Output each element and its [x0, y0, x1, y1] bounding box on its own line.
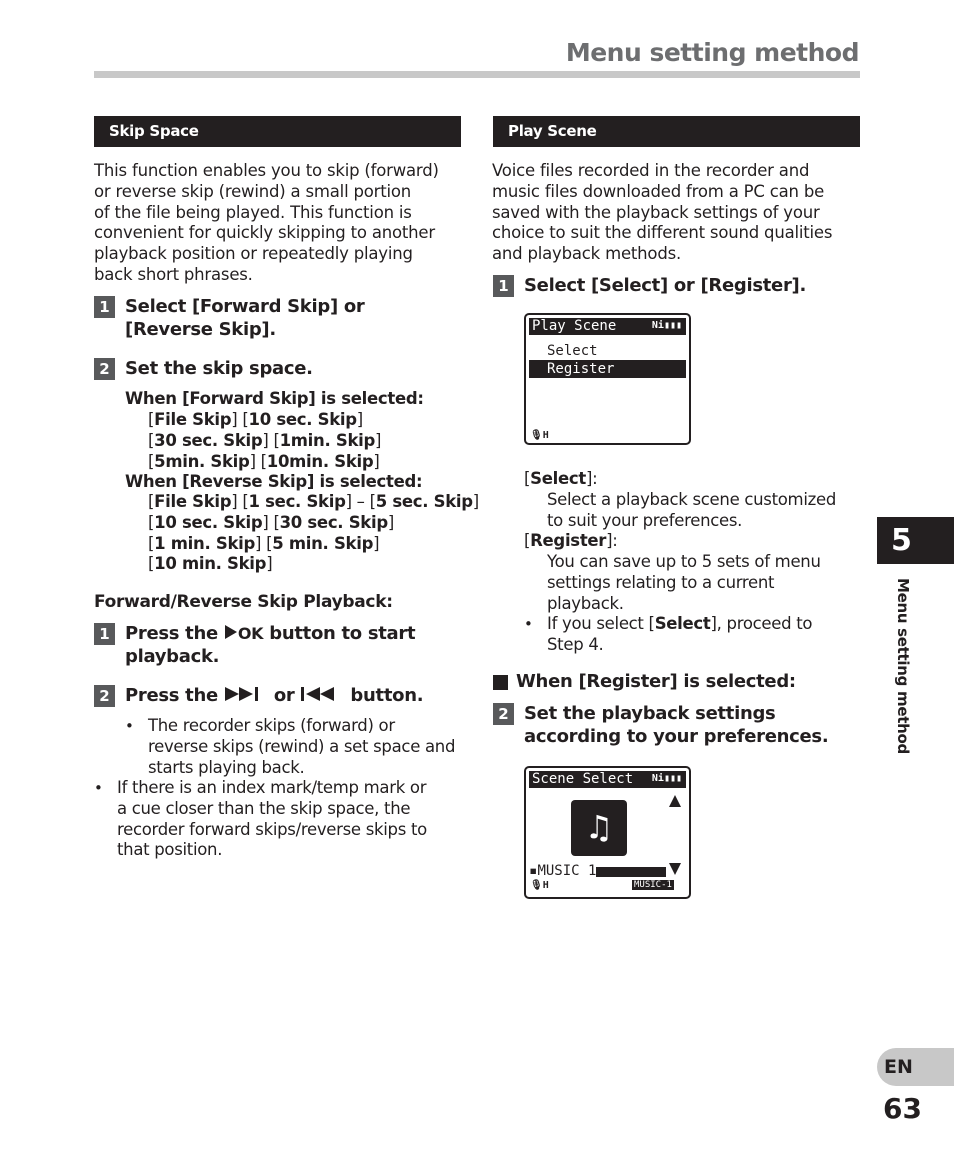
battery-icon: Ni▮▮▮: [651, 320, 682, 331]
scene-name-indicator: MUSIC-1: [634, 880, 672, 890]
bullet-dot: •: [125, 717, 134, 735]
step-number: 1: [94, 296, 115, 318]
battery-icon: Ni▮▮▮: [651, 773, 682, 784]
skip-step2-text: Set the skip space.: [125, 358, 313, 379]
playback-step1-text: Press the OK button to start playback.: [125, 623, 416, 667]
skip-step1-text: Select [Forward Skip] or [Reverse Skip].: [125, 296, 365, 340]
selection-bar: [596, 867, 666, 877]
step-number: 2: [94, 685, 115, 707]
play-scene-step2-text: Set the playback settings according to your preferences.: [524, 703, 829, 747]
scene-item: ▪MUSIC 1: [529, 863, 597, 879]
step-number: 1: [493, 275, 514, 297]
skip-playback-heading: Forward/Reverse Skip Playback:: [94, 592, 393, 612]
language-tab: EN: [877, 1048, 954, 1086]
menu-item-select: Select: [547, 343, 598, 359]
select-label: [Select]:: [524, 469, 598, 488]
intro-line: This function enables you to skip (forward): [94, 161, 439, 180]
play-scene-intro: Voice files recorded in the recorder and music files downloaded from a PC can be saved with the playback settings of your choice to suit the different sound qualities and playback methods.: [492, 161, 833, 264]
bullet-item: • If there is an index mark/temp mark or a cue closer than the skip space, the recorder forward skips/reverse skips to that position.: [94, 778, 427, 860]
square-marker-icon: [493, 675, 508, 690]
lcd-play-scene: [524, 313, 691, 445]
reverse-skip-heading: When [Reverse Skip] is selected:: [125, 472, 423, 491]
bullet-dot: •: [94, 779, 103, 797]
page-title: Menu setting method: [565, 38, 859, 67]
music-note-icon: ♫: [571, 800, 627, 856]
skip-space-intro: [94, 161, 439, 286]
step-number: 1: [94, 623, 115, 645]
intro-line: of the file being played. This function is: [94, 202, 412, 222]
page-number: 63: [883, 1092, 922, 1125]
when-register-heading: When [Register] is selected:: [516, 671, 796, 692]
skip-back-icon: [300, 686, 344, 702]
mic-sensitivity: 🎙H: [530, 430, 549, 441]
chapter-label: Menu setting method: [894, 578, 912, 754]
register-label: [Register]:: [524, 531, 618, 550]
title-rule: [94, 71, 860, 78]
mic-sensitivity: 🎙H: [530, 880, 549, 891]
step-number: 2: [493, 703, 514, 725]
bullet-item: • If you select [Select], proceed to Step 4.: [524, 614, 813, 654]
mic-icon: 🎙: [530, 880, 543, 891]
scroll-up-icon: [668, 794, 682, 808]
play-icon: [224, 624, 238, 640]
play-scene-step1-text: Select [Select] or [Register].: [524, 275, 806, 296]
bullet-item: • The recorder skips (forward) or reverse skips (rewind) a set space and starts playing back.: [125, 716, 456, 777]
scroll-down-icon: [668, 862, 682, 876]
lcd-title: Scene Select: [529, 771, 686, 788]
intro-line: back short phrases.: [94, 264, 253, 284]
forward-skip-heading: When [Forward Skip] is selected:: [125, 389, 424, 408]
lcd-scene-select: [524, 766, 691, 899]
select-desc: Select a playback scene customized to suit your preferences.: [547, 490, 836, 530]
register-desc: You can save up to 5 sets of menu settings relating to a current playback.: [547, 552, 821, 613]
playback-step2-text: Press the or button.: [125, 685, 424, 706]
lcd-title: Play Scene: [529, 318, 686, 335]
forward-skip-options: [File Skip] [10 sec. Skip] [30 sec. Skip] [1min. Skip] [5min. Skip] [10min. Skip]: [148, 410, 382, 471]
menu-item-register: Register: [529, 360, 686, 378]
intro-line: or reverse skip (rewind) a small portion: [94, 181, 412, 201]
step-number: 2: [94, 358, 115, 380]
intro-line: convenient for quickly skipping to another: [94, 223, 435, 243]
reverse-skip-options: [File Skip] [1 sec. Skip] – [5 sec. Skip] [10 sec. Skip] [30 sec. Skip] [1 min. Skip] [5 min. Skip] [10 min. Skip]: [148, 492, 479, 574]
section-header-skip-space: Skip Space: [94, 116, 461, 147]
skip-forward-icon: [224, 686, 268, 702]
intro-line: playback position or repeatedly playing: [94, 244, 413, 264]
bullet-dot: •: [524, 615, 533, 633]
section-header-play-scene: Play Scene: [493, 116, 860, 147]
chapter-tab: 5: [877, 517, 954, 564]
mic-icon: 🎙: [530, 430, 543, 441]
